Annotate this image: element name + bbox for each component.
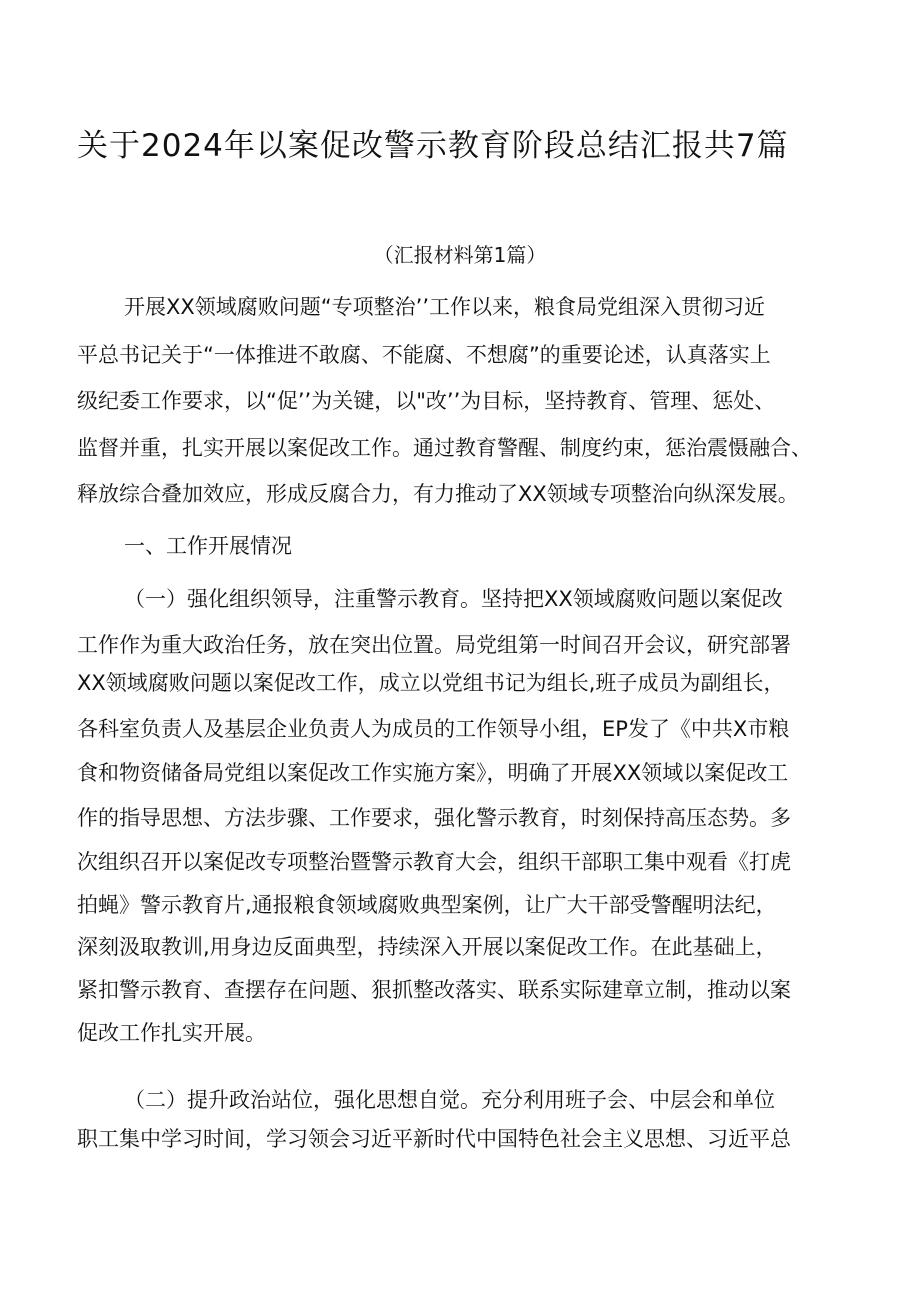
paragraph-line: 职工集中学习时间，学习领会习近平新时代中国特色社会主义思想、习近平总: [77, 1127, 791, 1151]
paragraph-line: 级纪委工作要求，以“促’’为关键，以"改’’为目标，坚持教育、管理、惩处、: [77, 389, 776, 413]
paragraph-line: 释放综合叠加效应，形成反腐合力，有力推动了XX领域专项整治向纵深发展。: [77, 482, 799, 506]
paragraph-line: 工作作为重大政治任务，放在突出位置。局党组第一时间召开会议，研究部署: [77, 633, 791, 657]
paragraph-line: 平总书记关于“一体推进不敢腐、不能腐、不想腐”的重要论述，认真落实上: [77, 343, 771, 367]
paragraph-line: 深刻汲取教训,用身边反面典型，持续深入开展以案促改工作。在此基础上，: [77, 935, 777, 959]
document-subtitle: （汇报材料第1篇）: [373, 243, 547, 267]
paragraph-line: 食和物资储备局党组以案促改工作实施方案》，明确了开展XX领域以案促改工: [77, 761, 789, 785]
paragraph-line: 拍蝇》警示教育片,通报粮食领域腐败典型案例，让广大干部受警醒明法纪，: [77, 893, 777, 917]
paragraph-line: 开展XX领域腐败问题“专项整治’’工作以来，粮食局党组深入贯彻习近: [124, 295, 765, 319]
paragraph-line: 紧扣警示教育、查摆存在问题、狠抓整改落实、联系实际建章立制，推动以案: [77, 978, 791, 1002]
paragraph-line: 各科室负责人及基层企业负责人为成员的工作领导小组，EP发了《中共X市粮: [77, 717, 790, 741]
paragraph-line: 作的指导思想、方法步骤、工作要求，强化警示教育，时刻保持高压态势。多: [77, 806, 791, 830]
document-title: 关于2024年以案促改警示教育阶段总结汇报共7篇: [77, 128, 789, 164]
paragraph-line: （二）提升政治站位，强化思想自觉。充分利用班子会、中层会和单位: [124, 1088, 775, 1112]
paragraph-line: 监督并重，扎实开展以案促改工作。通过教育警醒、制度约束，惩治震慑融合、: [77, 436, 812, 460]
paragraph-line: （一）强化组织领导，注重警示教育。坚持把XX领域腐败问题以案促改: [124, 587, 783, 611]
paragraph-line: 促改工作扎实开展。: [77, 1021, 266, 1045]
section-heading: 一、工作开展情况: [124, 534, 292, 558]
paragraph-line: XX领域腐败问题以案促改工作，成立以党组书记为组长,班子成员为副组长，: [77, 671, 785, 695]
paragraph-line: 次组织召开以案促改专项整治暨警示教育大会，组织干部职工集中观看《打虎: [77, 850, 791, 874]
